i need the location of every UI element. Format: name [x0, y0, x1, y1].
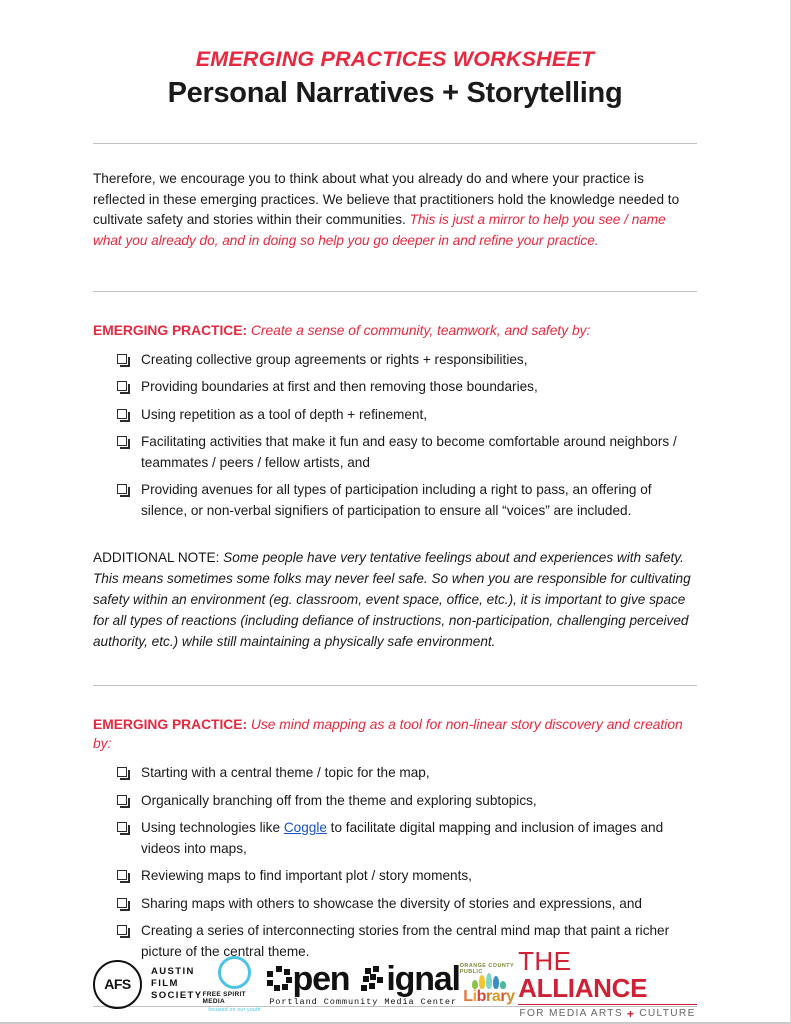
coggle-link[interactable]: Coggle	[283, 820, 327, 836]
practice-two-label: EMERGING PRACTICE:	[93, 717, 248, 733]
list-item[interactable]	[117, 791, 697, 812]
practice-one-heading	[93, 321, 697, 340]
checkbox-icon[interactable]	[117, 822, 127, 832]
page-title: Personal Narratives + Storytelling	[167, 77, 623, 109]
logo-the-alliance	[518, 945, 697, 1021]
open-signal-o-icon	[267, 966, 292, 991]
alliance-wordmark	[518, 945, 697, 1003]
list-item[interactable]	[117, 480, 697, 521]
logo-orange-county-library	[460, 963, 518, 1005]
practice-one-label: EMERGING PRACTICE:	[93, 322, 248, 338]
list-item[interactable]	[117, 818, 697, 859]
alliance-sub-left: FOR MEDIA ARTS	[519, 1008, 623, 1019]
list-item-label: Facilitating activities that make it fun and easy to become comfortable around neighbors / teammates / peers / fellow artists, and	[141, 434, 677, 470]
logo-austin-film-society	[93, 960, 203, 1009]
list-item-label: Using technologies like	[141, 820, 284, 836]
list-item-label: Using repetition as a tool of depth + refinement,	[141, 406, 428, 422]
practice-one-checklist	[93, 350, 697, 522]
library-fan-icon	[472, 973, 506, 989]
checkbox-icon[interactable]	[117, 436, 127, 446]
intro-red-text: This is just a mirror to help you see / name what you already do, and in doing so help you go deeper in and refine your practice.	[93, 212, 666, 249]
library-arc-text: ORANGE COUNTY PUBLIC	[459, 963, 515, 975]
list-item[interactable]	[117, 866, 697, 887]
checkbox-icon[interactable]	[117, 484, 127, 494]
library-wordmark: Library	[463, 988, 515, 1005]
checkbox-icon[interactable]	[117, 409, 127, 419]
alliance-plus-icon: +	[626, 1006, 636, 1021]
list-item-label: Providing boundaries at first and then removing those boundaries,	[141, 379, 538, 395]
open-signal-open-text: pen	[292, 959, 350, 998]
alliance-divider	[518, 1004, 697, 1005]
checkbox-icon[interactable]	[117, 354, 127, 364]
document-kicker: EMERGING PRACTICES WORKSHEET	[195, 47, 595, 71]
document-content	[93, 0, 697, 1007]
checkbox-icon[interactable]	[117, 795, 127, 805]
list-item[interactable]	[117, 350, 697, 371]
afs-wordmark	[151, 966, 203, 1002]
list-item-label: Sharing maps with others to showcase the diversity of stories and expressions, and	[141, 895, 642, 911]
list-item[interactable]	[117, 377, 697, 398]
list-item[interactable]	[117, 763, 697, 784]
practice-one-text: Create a sense of community, teamwork, and safety by:	[247, 322, 591, 338]
logo-free-spirit-media	[203, 956, 267, 1013]
checkbox-icon[interactable]	[117, 925, 127, 935]
checkbox-icon[interactable]	[117, 870, 127, 880]
checkbox-icon[interactable]	[117, 381, 127, 391]
fsm-wordmark: FREE SPIRIT MEDIA	[202, 990, 246, 1005]
checkbox-icon[interactable]	[117, 767, 127, 777]
alliance-name-text: ALLIANCE	[518, 972, 648, 1003]
afs-circle-icon: AFS	[93, 960, 142, 1009]
afs-word-line-2: FILM	[151, 978, 179, 989]
additional-note-body: Some people have very tentative feelings about and experiences with safety. This means sometimes some folks may never feel safe. So when you are responsible for cultivating safety within an environment (eg. classroom, event space, office, etc.), it is important to give space for all types of reactions (including defiance of instructions, non-participation, challenging perceived authority, etc.) while still maintaining a physically safe environment.	[93, 550, 691, 650]
fsm-tagline: focused on our youth	[208, 1006, 261, 1013]
alliance-the-text: THE	[518, 945, 572, 976]
intro-paragraph	[93, 169, 697, 252]
afs-word-line-3: SOCIETY	[151, 990, 203, 1001]
logo-open-signal	[267, 959, 460, 1007]
afs-word-line-1: AUSTIN	[151, 966, 195, 977]
footer-logo-bar	[93, 945, 697, 1021]
list-item[interactable]	[117, 894, 697, 915]
open-signal-s-icon	[360, 966, 385, 991]
fsm-ring-icon	[218, 956, 251, 989]
list-item-label: Reviewing maps to find important plot / story moments,	[141, 868, 472, 884]
checkbox-icon[interactable]	[117, 898, 127, 908]
open-signal-signal-text: ignal	[386, 959, 460, 998]
divider-before-practice-two	[93, 685, 697, 686]
practice-two-text: Use mind mapping as a tool for non-linear story discovery and creation by:	[93, 717, 683, 752]
divider-after-intro	[93, 291, 697, 292]
practice-two-heading	[93, 715, 697, 753]
alliance-sub-right: CULTURE	[639, 1008, 696, 1019]
divider-top	[93, 143, 697, 144]
list-item[interactable]	[117, 432, 697, 473]
additional-note-label: ADDITIONAL NOTE:	[93, 550, 220, 566]
list-item-label: Providing avenues for all types of participation including a right to pass, an offering of silence, or non-verbal signifiers of participation to ensure all “voices” are included.	[141, 482, 652, 518]
list-item[interactable]	[117, 405, 697, 426]
open-signal-subtitle: Portland Community Media Center	[269, 996, 458, 1007]
list-item-label: Starting with a central theme / topic for the map,	[141, 765, 430, 781]
list-item-label: Creating collective group agreements or rights + responsibilities,	[141, 351, 528, 367]
list-item-label: Organically branching off from the theme and exploring subtopics,	[141, 792, 537, 808]
intro-black-text: Therefore, we encourage you to think about what you already do and where your practice is reflected in these emerging practices. We believe that practitioners hold the knowledge needed to cultivate safety and stories within their communities.	[93, 171, 680, 228]
alliance-subtitle	[519, 1007, 695, 1021]
list-item-label-tail: to facilitate digital mapping and inclusion of images and videos into maps,	[141, 820, 664, 856]
open-signal-wordmark	[267, 959, 460, 998]
practice-two-checklist	[93, 763, 697, 962]
additional-note	[93, 547, 697, 652]
list-item-label: Creating a series of interconnecting stories from the central mind map that paint a richer picture of the central theme.	[141, 923, 670, 959]
